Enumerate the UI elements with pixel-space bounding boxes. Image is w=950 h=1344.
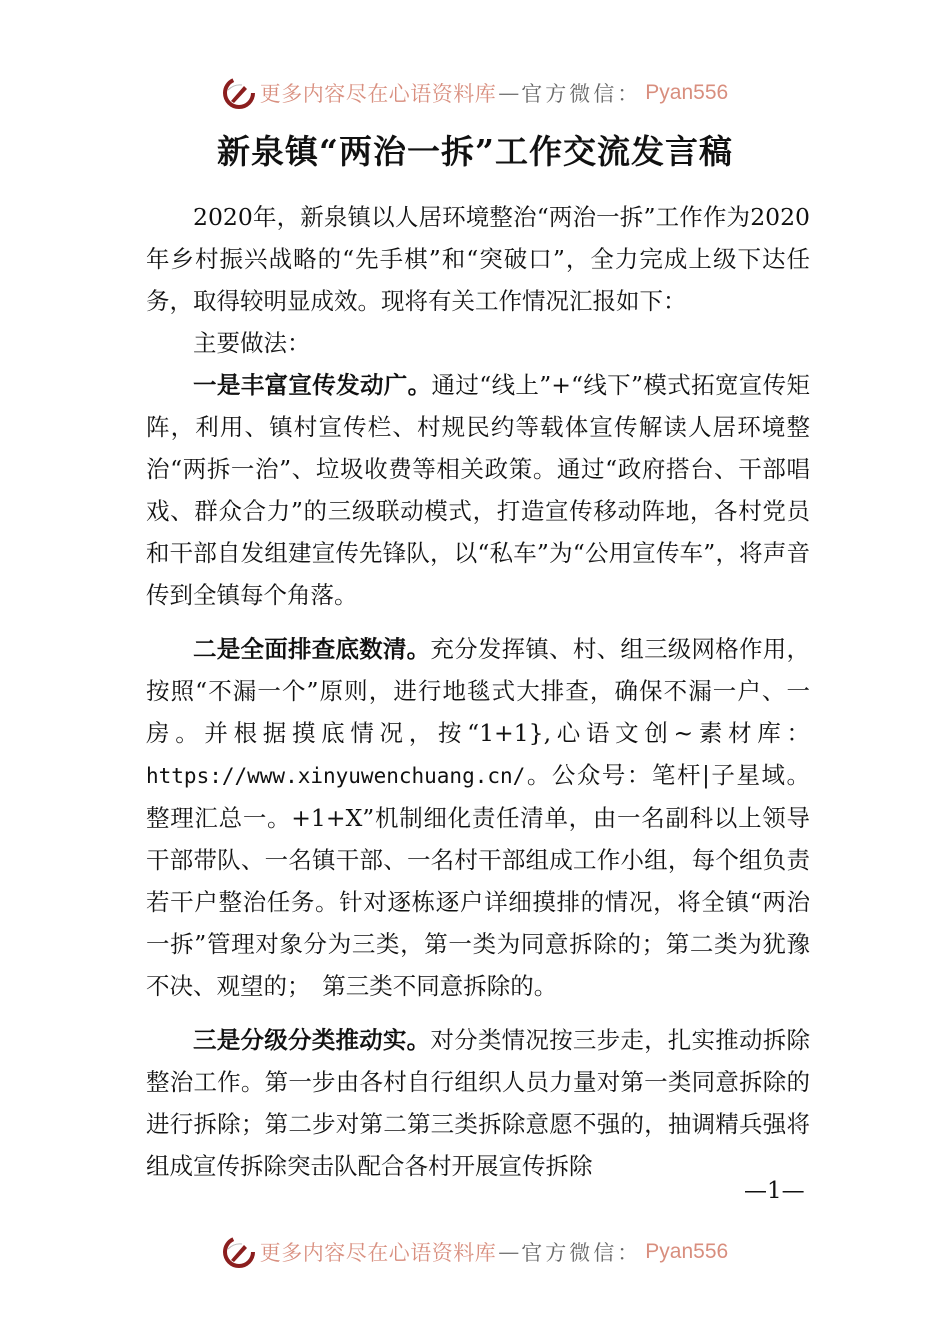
- banner-slogan: 更多内容尽在心语资料库: [259, 82, 497, 106]
- quill-pen-logo-icon: [222, 76, 256, 110]
- section-1-text: 通过“线上”+“线下”模式拓宽宣传矩阵，利用、镇村宣传栏、村规民约等载体宣传解读人居环境整治“两拆一治”、垃圾收费等相关政策。通过“政府搭台、干部唱戏、群众合力”的三级联动模式，打造宣传移动阵地，各村党员和干部自发组建宣传先锋队，以“私车”为“公用宣传车”，将声音传到全镇每个角落。: [146, 371, 810, 609]
- banner-wechat-id: Pyan556: [645, 81, 729, 104]
- banner-wechat-label: 官方微信：: [521, 82, 642, 106]
- section-2-paragraph: [146, 628, 810, 1007]
- section-3-text: 对分类情况按三步走，扎实推动拆除整治工作。第一步由各村自行组织人员力量对第一类同意拆除的进行拆除；第二步对第二第三类拆除意愿不强的，抽调精兵强将组成宣传拆除突击队配合各村开展宣传拆除: [146, 1026, 811, 1180]
- section-1-lead: 一是丰富宣传发动广。: [193, 371, 432, 399]
- section-2-lead: 二是全面排查底数清。: [193, 635, 431, 663]
- footer-watermark-banner: [0, 1232, 950, 1272]
- banner-dash: —: [498, 81, 520, 105]
- document-body: [146, 196, 810, 1187]
- methods-heading: 主要做法：: [193, 329, 311, 357]
- page-number: —1—: [744, 1178, 805, 1204]
- banner-wechat-id: Pyan556: [645, 1240, 729, 1263]
- section-1-paragraph: [146, 364, 810, 616]
- source-url: https://www.xinyuwenchuang.cn/: [146, 764, 526, 788]
- header-watermark-banner: [0, 73, 950, 113]
- banner-dash: —: [498, 1240, 520, 1264]
- section-2-text-before: 充分发挥镇、村、组三级网格作用，按照“不漏一个”原则，进行地毯式大排查，确保不漏一户、一房。并根据摸底情况，按“1+1},心语文创~素材库：: [146, 635, 811, 747]
- section-2-text-after: 。公众号：笔杆|子星域。整理汇总一。+1+X”机制细化责任清单，由一名副科以上领导干部带队、一名镇干部、一名村干部组成工作小组，每个组负责若干户整治任务。针对逐栋逐户详细摸排的情况，将全镇“两治一拆”管理对象分为三类，第一类为同意拆除的；第二类为犹豫不决、观望的； 第三类不同意拆除的。: [146, 761, 810, 1000]
- section-3-paragraph: [146, 1019, 810, 1187]
- document-title: 新泉镇“两治一拆”工作交流发言稿: [217, 132, 733, 171]
- intro-paragraph: 2020年，新泉镇以人居环境整治“两治一拆”工作作为2020年乡村振兴战略的“先手棋”和“突破口”，全力完成上级下达任务，取得较明显成效。现将有关工作情况汇报如下：: [146, 203, 810, 315]
- banner-wechat-label: 官方微信：: [521, 1241, 642, 1265]
- banner-slogan: 更多内容尽在心语资料库: [259, 1241, 497, 1265]
- section-3-lead: 三是分级分类推动实。: [193, 1026, 431, 1054]
- quill-pen-logo-icon: [222, 1235, 256, 1269]
